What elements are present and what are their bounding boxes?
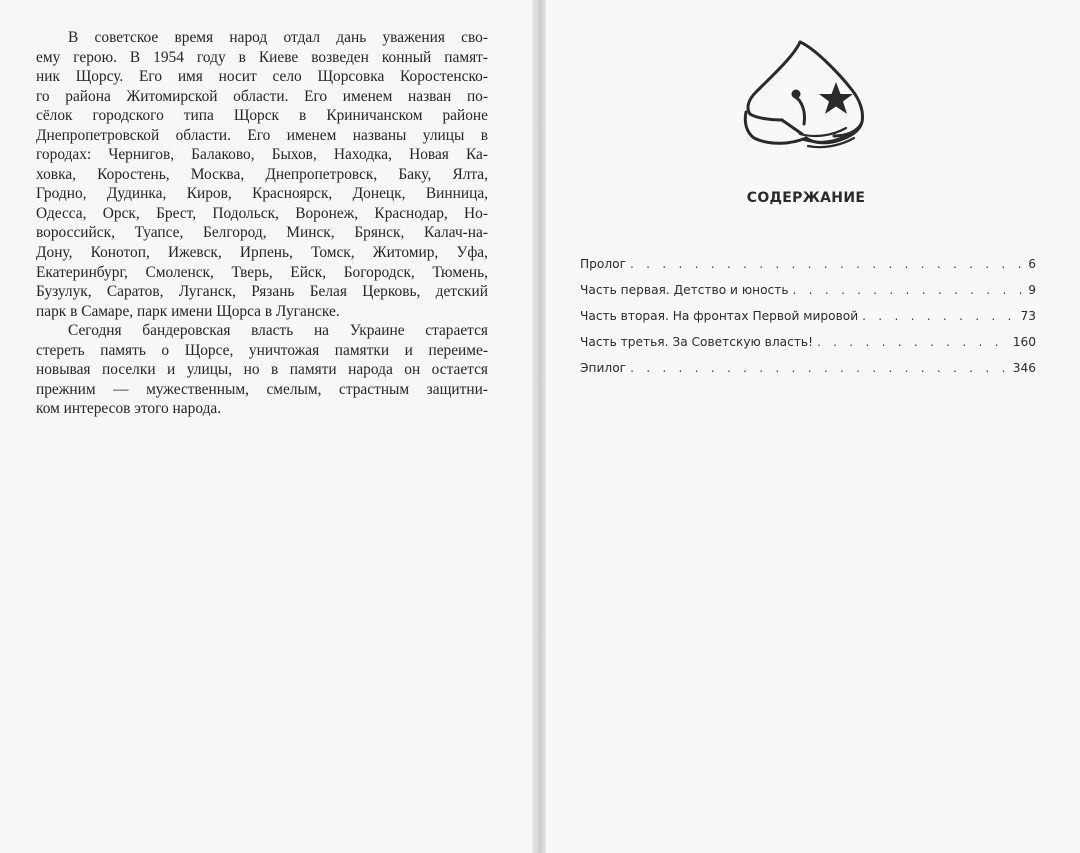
text-line: ховка, Коростень, Москва, Днепропетровск, Баку, Ялта,	[36, 165, 488, 183]
toc-title: СОДЕРЖАНИЕ	[746, 190, 866, 206]
text-line: го района Житомирской области. Его именем назван по-	[36, 87, 488, 105]
paragraph-1	[36, 28, 488, 321]
toc-page-number: 6	[1028, 257, 1036, 271]
text-line: парк в Самаре, парк имени Щорса в Луганске.	[36, 302, 340, 320]
text-line: Сегодня бандеровская власть на Украине старается	[68, 322, 488, 340]
text-line: Бузулук, Саратов, Луганск, Рязань Белая Церковь, детский	[36, 283, 488, 301]
toc-leader-dots	[817, 335, 1009, 349]
paragraph-2	[36, 321, 488, 419]
toc-page-number: 346	[1012, 361, 1036, 375]
toc-item-part-2[interactable]	[580, 309, 1036, 329]
toc-item-label: Часть третья. За Советскую власть!	[580, 335, 813, 349]
text-line: сёлок городского типа Щорск в Криничанском районе	[36, 107, 488, 125]
text-line: Екатеринбург, Смоленск, Тверь, Ейск, Богородск, Тюмень,	[36, 263, 488, 281]
toc-item-label: Пролог	[580, 257, 627, 271]
text-line: ком интересов этого народа.	[36, 400, 222, 418]
text-line: Днепропетровской области. Его именем названы улицы в	[36, 126, 488, 144]
toc-leader-dots	[630, 257, 1024, 271]
text-line: Дону, Конотоп, Ижевск, Ирпень, Томск, Житомир, Уфа,	[36, 244, 488, 262]
text-line: вороссийск, Туапсе, Белгород, Минск, Брянск, Калач-на-	[36, 224, 488, 242]
body-text	[36, 28, 488, 419]
toc-item-part-1[interactable]	[580, 283, 1036, 303]
text-line: прежним — мужественным, смелым, страстным защитни-	[36, 380, 488, 398]
toc-item-epilogue[interactable]	[580, 361, 1036, 381]
text-line: новывая поселки и улицы, но в памяти народа он остается	[36, 361, 488, 379]
table-of-contents	[580, 257, 1036, 387]
right-page	[546, 0, 1080, 853]
toc-leader-dots	[793, 283, 1025, 297]
left-page	[0, 0, 532, 853]
budenovka-hat-icon	[742, 38, 870, 156]
text-line: стереть память о Щорсе, уничтожая памятки и переиме-	[36, 341, 488, 359]
toc-item-prologue[interactable]	[580, 257, 1036, 277]
toc-page-number: 160	[1012, 335, 1036, 349]
text-line: В советское время народ отдал дань уважения сво-	[68, 29, 488, 46]
text-line: Гродно, Дудинка, Киров, Красноярск, Донецк, Винница,	[36, 185, 488, 203]
toc-item-part-3[interactable]	[580, 335, 1036, 355]
toc-leader-dots	[862, 309, 1016, 323]
book-gutter	[532, 0, 546, 853]
text-line: городах: Чернигов, Балаково, Быхов, Находка, Новая Ка-	[36, 146, 488, 164]
toc-item-label: Эпилог	[580, 361, 627, 375]
toc-item-label: Часть первая. Детство и юность	[580, 283, 789, 297]
toc-page-number: 9	[1028, 283, 1036, 297]
toc-item-label: Часть вторая. На фронтах Первой мировой	[580, 309, 859, 323]
toc-page-number: 73	[1020, 309, 1036, 323]
toc-leader-dots	[630, 361, 1009, 375]
text-line: ник Щорсу. Его имя носит село Щорсовка Коростенско-	[36, 68, 488, 86]
text-line: ему герою. В 1954 году в Киеве возведен конный памят-	[36, 48, 488, 66]
text-line: Одесса, Орск, Брест, Подольск, Воронеж, Краснодар, Но-	[36, 204, 488, 222]
